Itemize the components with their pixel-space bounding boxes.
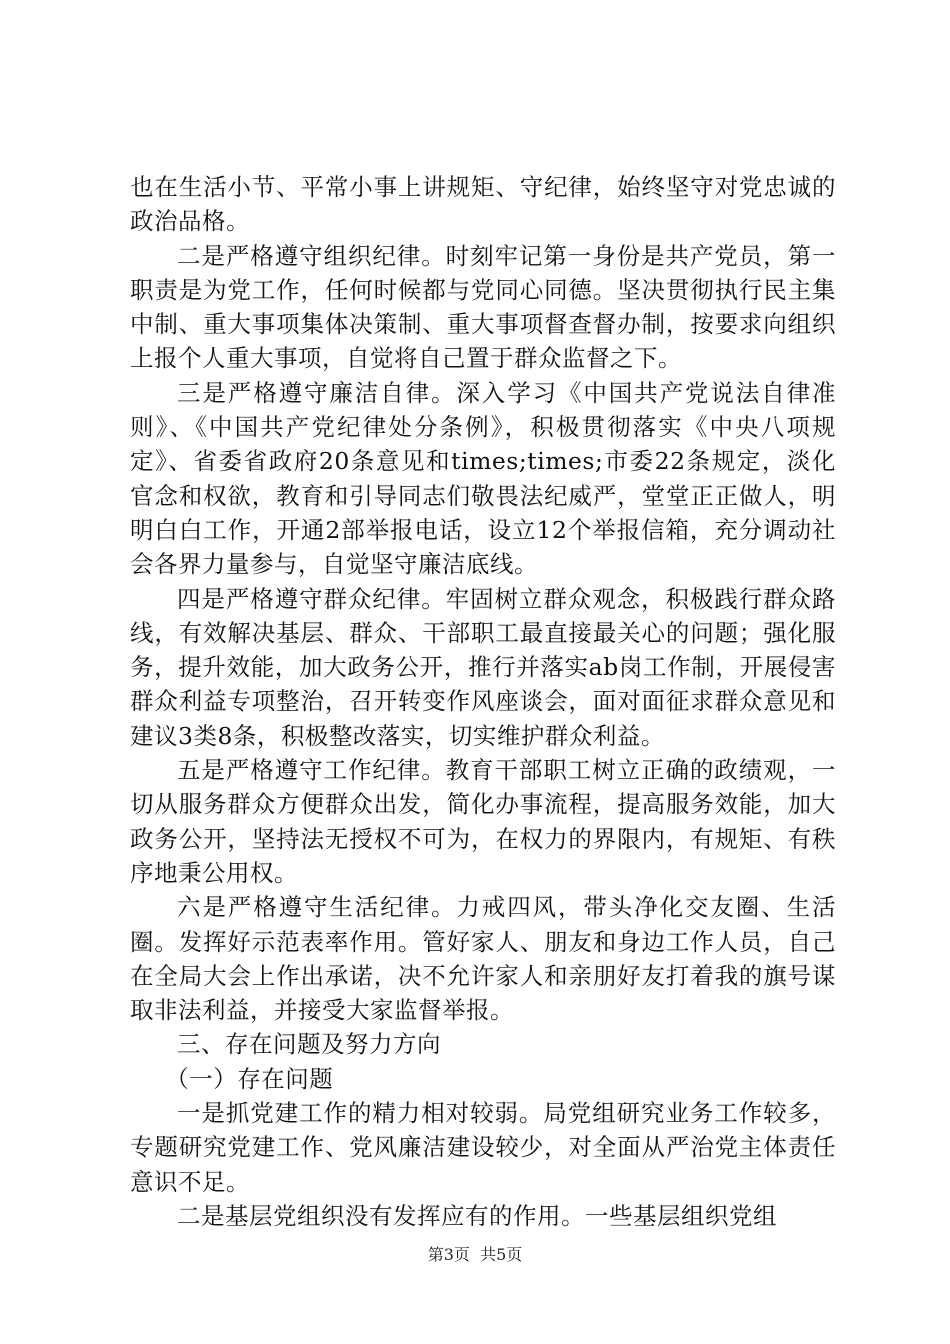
paragraph-mass-discipline: 四是严格遵守群众纪律。牢固树立群众观念，积极践行群众路线，有效解决基层、群众、干部职工最直接最关心的问题；强化服务，提升效能，加大政务公开，推行并落实ab岗工作制，开展侵害群众利益专项整治，召开转变作风座谈会，面对面征求群众意见和建议3类8条，积极整改落实，切实维护群众利益。 xyxy=(130,584,836,750)
document-body xyxy=(130,170,836,1233)
paragraph-problem-two: 二是基层党组织没有发挥应有的作用。一些基层组织党组 xyxy=(177,1201,777,1230)
page-number-label: 第3页 共5页 xyxy=(427,1245,523,1264)
paragraph-work-discipline: 五是严格遵守工作纪律。教育干部职工树立正确的政绩观，一切从服务群众方便群众出发，简化办事流程，提高服务效能，加大政务公开，坚持法无授权不可为，在权力的界限内，有规矩、有秩序地秉公用权。 xyxy=(130,756,836,887)
paragraph-organization-discipline: 二是严格遵守组织纪律。时刻牢记第一身份是共产党员，第一职责是为党工作，任何时候都与党同心同德。坚决贯彻执行民主集中制、重大事项集体决策制、重大事项督查督办制，按要求向组织上报个人重大事项，自觉将自己置于群众监督之下。 xyxy=(130,241,836,373)
page-footer xyxy=(0,1245,950,1265)
paragraph-integrity-discipline: 三是严格遵守廉洁自律。深入学习《中国共产党说法自律准则》、《中国共产党纪律处分条例》，积极贯彻落实《中央八项规定》、省委省政府20条意见和times;times;市委22条规定，淡化官念和权欲，教育和引导同志们敬畏法纪威严，堂堂正正做人，明明白白工作，开通2部举报电话，设立12个举报信箱，充分调动社会各界力量参与，自觉坚守廉洁底线。 xyxy=(130,378,836,579)
subsection-heading-existing-problems: （一）存在问题 xyxy=(165,1064,334,1093)
paragraph-life-discipline: 六是严格遵守生活纪律。力戒四风，带头净化交友圈、生活圈。发挥好示范表率作用。管好家人、朋友和身边工作人员，自己在全局大会上作出承诺，决不允许家人和亲朋好友打着我的旗号谋取非法利益，并接受大家监督举报。 xyxy=(130,893,836,1025)
paragraph-problem-one: 一是抓党建工作的精力相对较弱。局党组研究业务工作较多，专题研究党建工作、党风廉洁建设较少，对全面从严治党主体责任意识不足。 xyxy=(130,1099,836,1196)
section-heading-problems: 三、存在问题及努力方向 xyxy=(177,1030,441,1059)
paragraph-continuation: 也在生活小节、平常小事上讲规矩、守纪律，始终坚守对党忠诚的政治品格。 xyxy=(130,173,836,236)
